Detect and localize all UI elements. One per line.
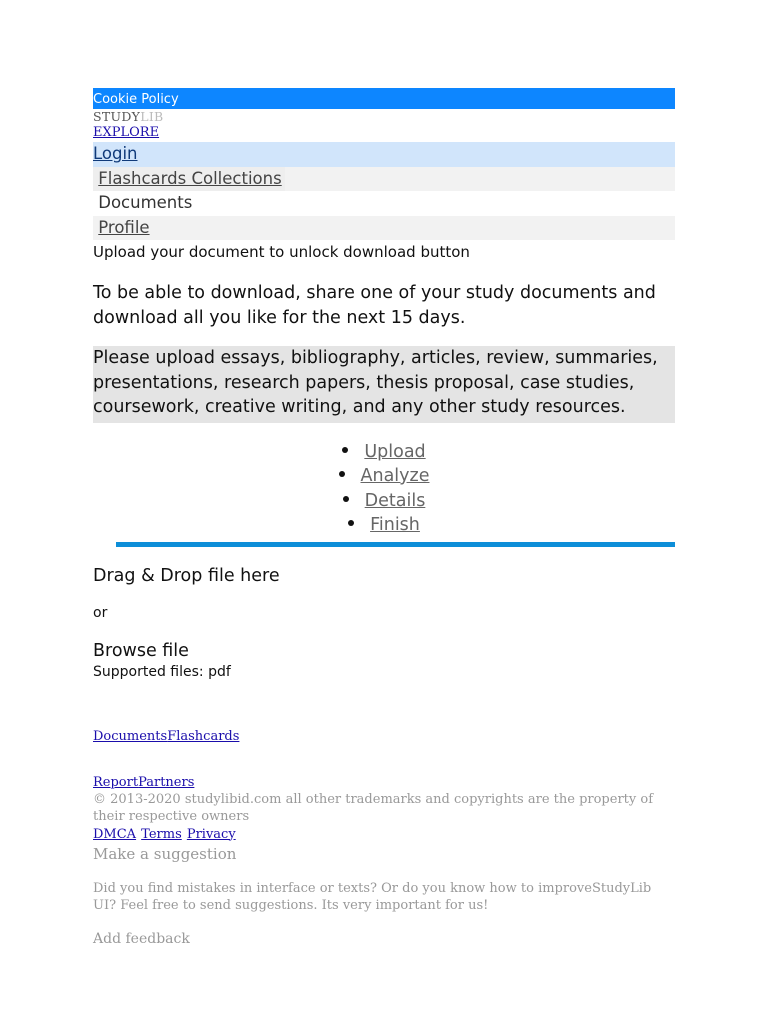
bullet-icon — [348, 520, 354, 526]
page — [93, 88, 675, 949]
cookie-policy-label[interactable]: Cookie Policy — [93, 92, 179, 107]
footer-links-top — [93, 726, 675, 746]
bullet-icon — [339, 471, 345, 477]
bullet-icon — [343, 496, 349, 502]
footer-terms-link[interactable]: Terms — [141, 826, 182, 842]
or-separator: or — [93, 604, 108, 621]
suggestion-text: Did you find mistakes in interface or texts? Or do you know how to improveStudyLib UI? Feel free to send suggestions. Its very important for us! — [93, 880, 652, 913]
footer-links-bottom — [93, 773, 675, 791]
step-analyze[interactable] — [93, 464, 675, 489]
legal-links — [93, 825, 675, 843]
add-feedback-button[interactable]: Add feedback — [93, 930, 190, 947]
explore-label[interactable]: EXPLORE — [93, 125, 160, 140]
step-finish-label[interactable]: Finish — [370, 515, 420, 535]
footer-flashcards-link[interactable]: Flashcards — [167, 728, 240, 744]
footer-documents-link[interactable]: Documents — [93, 728, 168, 744]
step-details-label[interactable]: Details — [364, 490, 426, 511]
step-upload[interactable] — [93, 440, 675, 465]
step-details[interactable] — [93, 489, 675, 514]
nav-flashcards-label[interactable]: Flashcards Collections — [98, 168, 282, 188]
upload-hint: Upload your document to unlock download button — [93, 243, 470, 261]
footer-privacy-link[interactable]: Privacy — [186, 826, 236, 842]
share-text: To be able to download, share one of your study documents and download all you like for the next 15 days. — [93, 283, 656, 328]
nav-profile-label[interactable]: Profile — [98, 217, 150, 237]
suggestion-title: Make a suggestion — [93, 844, 237, 863]
nav-flashcards-row — [93, 167, 675, 192]
please-upload-text: Please upload essays, bibliography, articles, review, summaries, presentations, research papers, thesis proposal, case studies, coursework, creative writing, and any other study resources. — [93, 346, 675, 423]
browse-file-button[interactable]: Browse file — [93, 640, 189, 661]
upload-progress-bar — [116, 542, 675, 547]
upload-steps — [93, 440, 675, 538]
logo-study: STUDY — [93, 109, 141, 124]
studylib-logo[interactable] — [93, 109, 675, 124]
copyright-text: © 2013-2020 studylibid.com all other trademarks and copyrights are the property of their respective owners — [93, 791, 654, 824]
footer-dmca-link[interactable]: DMCA — [93, 826, 137, 842]
nav-documents-label[interactable]: Documents — [98, 193, 193, 212]
step-finish[interactable] — [93, 513, 675, 538]
footer-report-link[interactable]: Report — [93, 774, 139, 790]
nav-documents[interactable] — [93, 191, 675, 216]
drag-drop-zone[interactable]: Drag & Drop file here — [93, 565, 280, 586]
supported-files: Supported files: pdf — [93, 663, 231, 680]
footer-partners-link[interactable]: Partners — [138, 774, 195, 790]
logo-lib: LIB — [140, 109, 164, 124]
step-upload-label[interactable]: Upload — [364, 441, 426, 462]
explore-link[interactable] — [93, 124, 675, 142]
nav-login[interactable] — [93, 142, 675, 167]
nav-flashcards[interactable] — [93, 167, 285, 192]
nav-profile[interactable] — [93, 216, 675, 241]
bullet-icon — [342, 447, 348, 453]
cookie-policy-bar[interactable] — [93, 88, 675, 109]
step-analyze-label[interactable]: Analyze — [360, 466, 430, 486]
nav-login-label[interactable]: Login — [93, 144, 138, 163]
